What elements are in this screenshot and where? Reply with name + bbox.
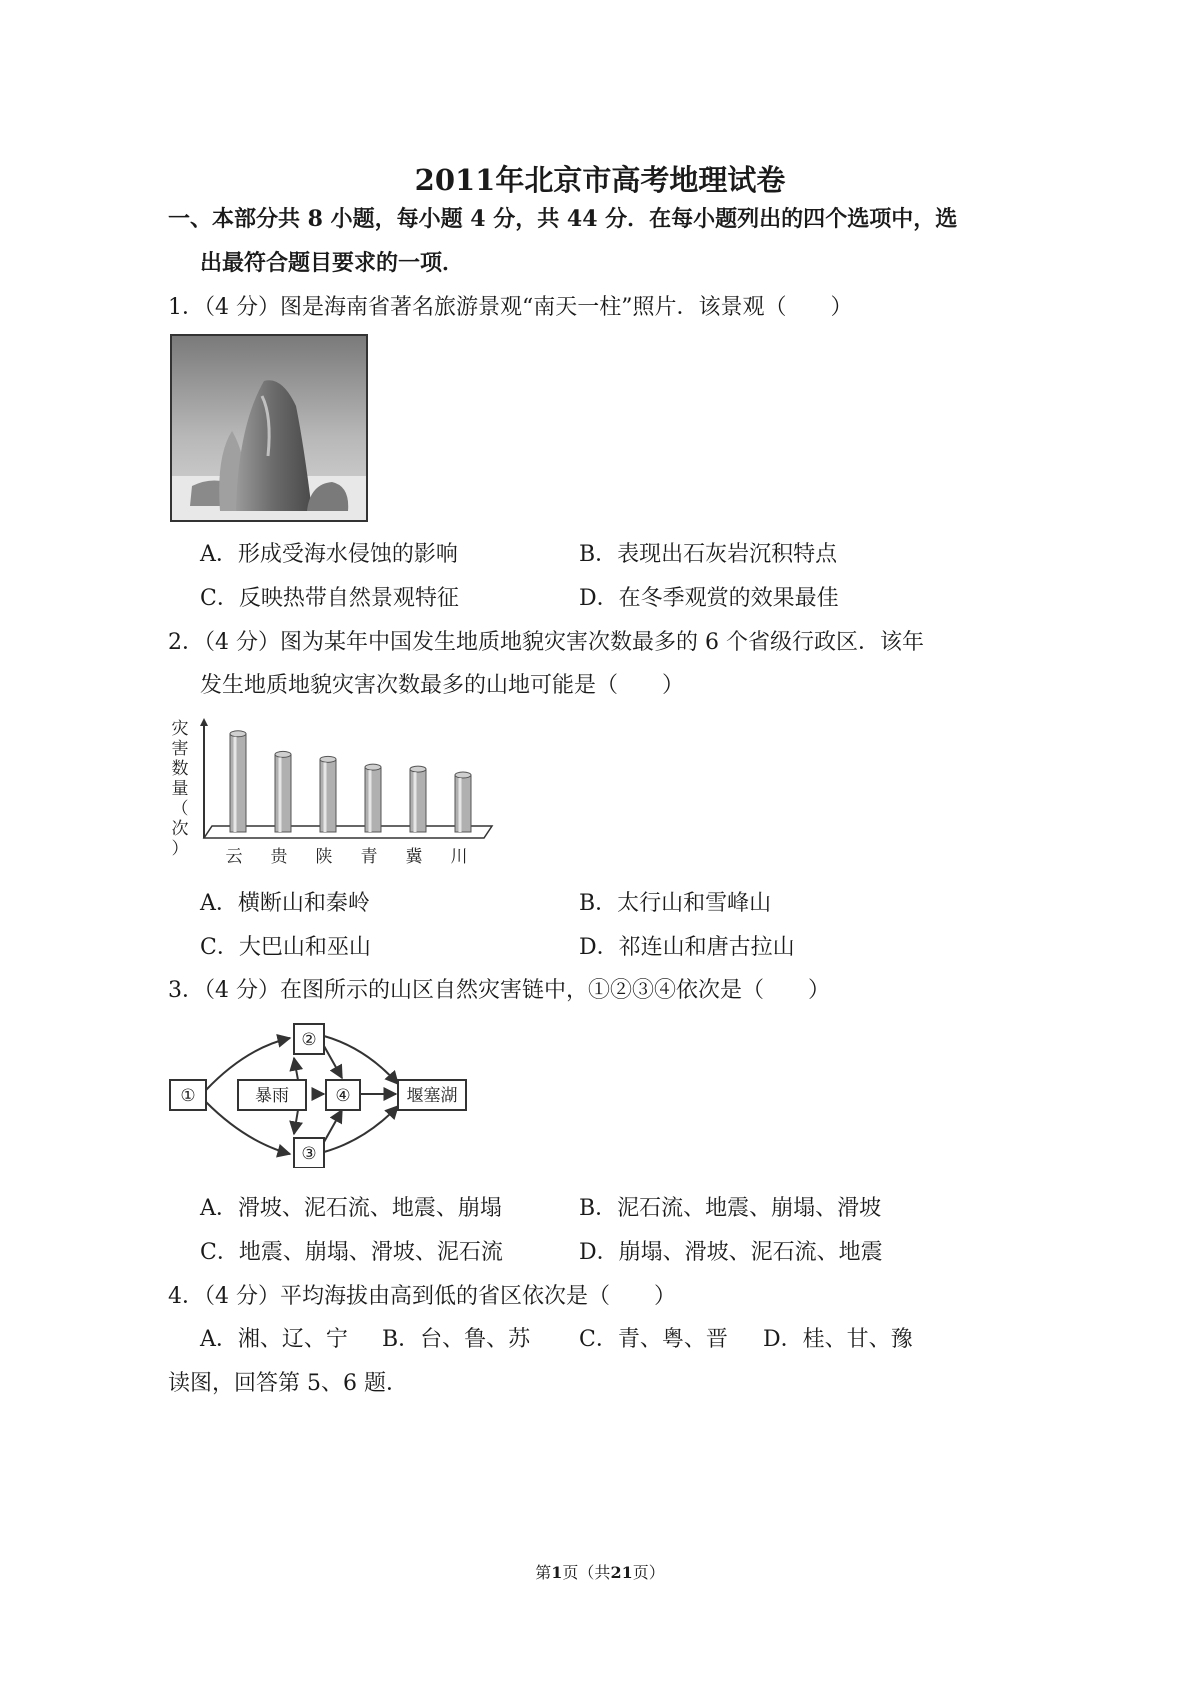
question-1-stem: 1．（4 分）图是海南省著名旅游景观“南天一柱”照片．该景观（ ） (168, 295, 853, 320)
y-axis-label-char: 数 (171, 759, 189, 779)
question-2-stem-line2: 发生地质地貌灾害次数最多的山地可能是（ ） (200, 673, 685, 698)
bar-云 (230, 734, 246, 832)
y-axis-label-char: 灾 (171, 719, 189, 739)
footer-suffix: 页） (632, 1563, 665, 1582)
read-figure-note: 读图，回答第 5、6 题． (168, 1371, 408, 1396)
node-3-label: ③ (301, 1144, 317, 1164)
node-2-label: ② (301, 1030, 317, 1050)
section-heading-line2: 出最符合题目要求的一项． (200, 250, 465, 276)
q2-option-a: A．横断山和秦岭 (200, 891, 370, 916)
section-heading-line1: 一、本部分共 8 小题，每小题 4 分，共 44 分．在每小题列出的四个选项中，选 (168, 206, 958, 232)
y-axis-label-char: 害 (171, 739, 189, 759)
question-3-stem: 3．（4 分）在图所示的山区自然灾害链中，①②③④依次是（ ） (168, 978, 830, 1003)
q1-option-b: B．表现出石灰岩沉积特点 (579, 542, 838, 567)
node-1-label: ① (180, 1086, 196, 1106)
q2-option-b: B．太行山和雪峰山 (579, 891, 772, 916)
q4-option-a: A．湘、辽、宁 (200, 1327, 348, 1352)
q3-option-b: B．泥石流、地震、崩塌、滑坡 (579, 1196, 882, 1221)
bar-冀 (410, 769, 426, 832)
question-4-stem: 4．（4 分）平均海拔由高到低的省区依次是（ ） (168, 1284, 676, 1309)
bar-cap-陕 (320, 756, 336, 762)
y-axis-label-char: 量 (171, 779, 189, 799)
bar-cap-云 (230, 731, 246, 737)
x-axis-floor (204, 826, 492, 838)
page-footer (0, 1560, 1200, 1583)
q4-option-c: C．青、粤、晋 (579, 1327, 728, 1352)
q3-option-a: A．滑坡、泥石流、地震、崩塌 (200, 1196, 502, 1221)
node-rain-label: 暴雨 (255, 1086, 289, 1106)
y-axis-label-char: （ (171, 799, 189, 819)
q4-option-d: D．桂、甘、豫 (763, 1327, 913, 1352)
bar-cap-贵 (275, 751, 291, 757)
y-axis-label-char: 次 (171, 819, 189, 839)
disaster-bar-chart (166, 712, 496, 868)
footer-total-pages: 21 (610, 1563, 633, 1582)
footer-prefix: 第 (535, 1563, 552, 1582)
q3-option-d: D．崩塌、滑坡、泥石流、地震 (579, 1240, 883, 1265)
q1-option-c: C．反映热带自然景观特征 (200, 586, 459, 611)
bar-cap-川 (455, 772, 471, 778)
x-tick-label-云: 云 (225, 847, 243, 867)
bar-陕 (320, 759, 336, 832)
q4-option-b: B．台、鲁、苏 (382, 1327, 531, 1352)
x-tick-label-冀: 冀 (405, 847, 423, 867)
x-tick-label-陕: 陕 (315, 847, 333, 867)
node-lake-label: 堰塞湖 (406, 1086, 458, 1106)
q2-option-d: D．祁连山和唐古拉山 (579, 935, 795, 960)
q3-option-c: C．地震、崩塌、滑坡、泥石流 (200, 1240, 503, 1265)
x-tick-label-青: 青 (360, 847, 378, 867)
footer-page-number: 1 (551, 1563, 563, 1582)
y-axis-arrowhead (200, 718, 208, 726)
q1-option-a: A．形成受海水侵蚀的影响 (200, 542, 458, 567)
disaster-chain-diagram (166, 1018, 472, 1168)
q1-option-d: D．在冬季观赏的效果最佳 (579, 586, 839, 611)
bar-川 (455, 775, 471, 832)
q2-option-c: C．大巴山和巫山 (200, 935, 371, 960)
question-2-stem-line1: 2．（4 分）图为某年中国发生地质地貌灾害次数最多的 6 个省级行政区．该年 (168, 630, 924, 655)
x-tick-label-贵: 贵 (270, 847, 288, 867)
node-4-label: ④ (335, 1086, 351, 1106)
bar-cap-青 (365, 764, 381, 770)
footer-middle: 页（共 (562, 1563, 611, 1582)
page-title: 2011年北京市高考地理试卷 (414, 163, 786, 197)
rock-photo (170, 334, 368, 522)
y-axis-label-char: ） (171, 839, 189, 859)
bar-贵 (275, 754, 291, 832)
bar-cap-冀 (410, 766, 426, 772)
bar-青 (365, 767, 381, 832)
x-tick-label-川: 川 (450, 847, 468, 867)
